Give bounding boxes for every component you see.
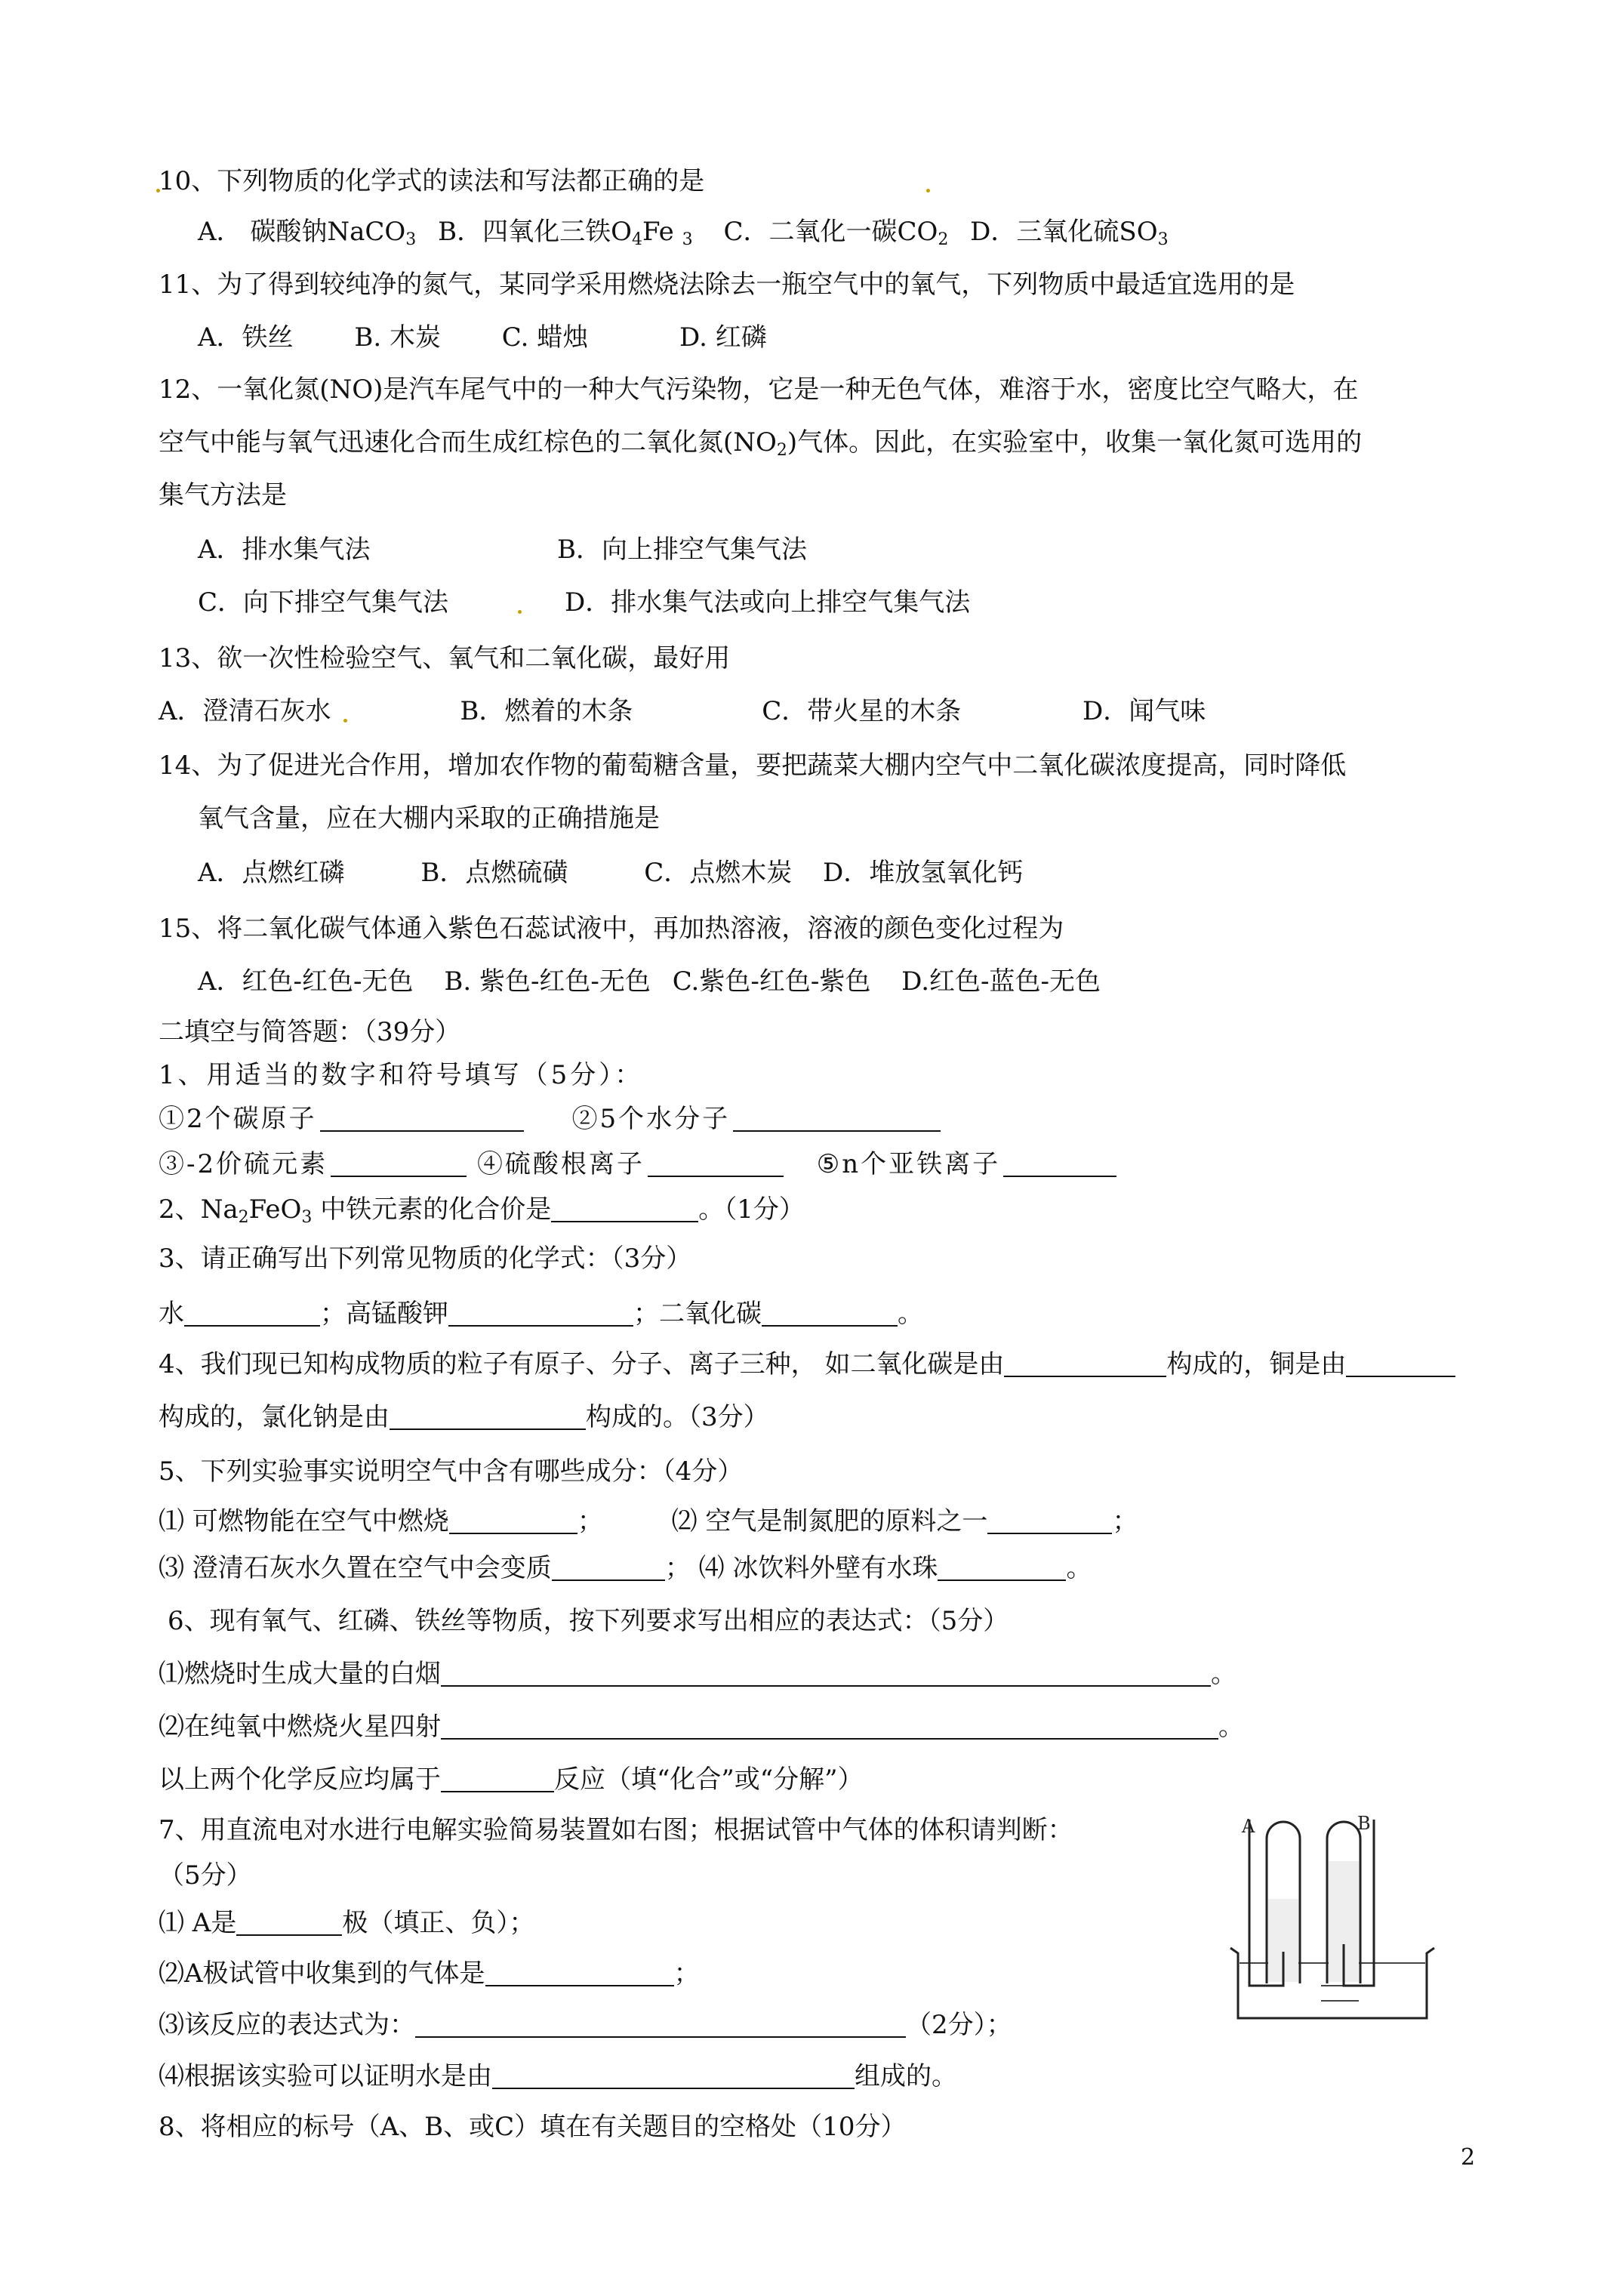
- q15-option-b: B. 紫色-红色-无色: [444, 966, 651, 997]
- blank-field[interactable]: [987, 1507, 1112, 1534]
- f1-row2: ③-2价硫元素 ④硫酸根离子 ⑤n个亚铁离子: [159, 1148, 1116, 1181]
- blank-field[interactable]: [441, 1712, 1218, 1740]
- f7-row4: ⑷根据该实验可以证明水是由 组成的。: [159, 2061, 957, 2091]
- page-number: 2: [1461, 2144, 1476, 2171]
- q12-line2: 空气中能与氧气迅速化合而生成红棕色的二氧化氮$(NO_2)$气体。因此，在实验室中，收集一氧化氮可选用的: [159, 427, 1363, 460]
- blank-field[interactable]: [449, 1507, 577, 1534]
- blank-field[interactable]: [552, 1554, 665, 1581]
- q11-options: [198, 321, 767, 354]
- q10-options: [198, 215, 1169, 248]
- f7-stem: 7、用直流电对水进行电解实验简易装置如右图；根据试管中气体的体积请判断：: [159, 1815, 1073, 1845]
- q13-option-b: B．燃着的木条: [460, 696, 633, 726]
- q14-option-b: B．点燃硫磺: [420, 858, 568, 888]
- q10-option-d: D．三氧化硫$SO_3$: [970, 217, 1169, 249]
- f6-row2: ⑵在纯氧中燃烧火星四射 。: [159, 1712, 1244, 1742]
- blank-field[interactable]: [1004, 1350, 1166, 1377]
- f2-line: 2、$Na_2FeO_3$ 中铁元素的化合价是 。（1分）: [159, 1194, 805, 1227]
- blank-field[interactable]: [184, 1299, 320, 1327]
- q15-stem: 15、将二氧化碳气体通入紫色石蕊试液中，再加热溶液，溶液的颜色变化过程为: [159, 914, 1064, 944]
- section-title: 二填空与简答题：（39分）: [159, 1017, 461, 1047]
- f7-score: （5分）: [159, 1860, 252, 1891]
- q10-option-a: A． 碳酸钠NaCO$_3$: [198, 217, 417, 249]
- blank-field[interactable]: [441, 1765, 554, 1792]
- blank-field[interactable]: [1003, 1150, 1116, 1177]
- f5-stem: 5、下列实验事实说明空气中含有哪些成分：（4分）: [159, 1456, 744, 1487]
- f7-row2: ⑵A极试管中收集到的气体是 ；: [159, 1959, 700, 1989]
- q15-option-a: A．红色-红色-无色: [198, 966, 414, 997]
- blank-field[interactable]: [762, 1299, 898, 1327]
- f5-row1: ⑴ 可燃物能在空气中燃烧 ； ⑵ 空气是制氮肥的原料之一 ；: [159, 1506, 1138, 1536]
- q15-option-d: D.红色-蓝色-无色: [901, 966, 1101, 997]
- f4-line1: 4、我们现已知构成物质的粒子有原子、分子、离子三种， 如二氧化碳是由 构成的，铜是由: [159, 1348, 1455, 1381]
- f6-row3: 以上两个化学反应均属于 反应（填“化合”或“分解”）: [159, 1764, 864, 1795]
- blank-field[interactable]: [485, 1959, 674, 1986]
- blank-field[interactable]: [390, 1403, 586, 1430]
- blank-field[interactable]: [733, 1105, 941, 1132]
- q14-option-c: C．点燃木炭: [644, 858, 793, 888]
- q12-option-a: A．排水集气法: [198, 535, 371, 565]
- q14-option-d: D．堆放氢氧化钙: [823, 858, 1024, 888]
- q12-line3: 集气方法是: [159, 480, 287, 510]
- q14-option-a: A．点燃红磷: [198, 858, 345, 888]
- q11-option-d: D. 红磷: [679, 322, 767, 353]
- f1-stem: 1、用适当的数字和符号填写（5分）：: [159, 1060, 644, 1090]
- q12-option-b: B．向上排空气集气法: [557, 535, 807, 565]
- tube-b-label: B: [1357, 1813, 1371, 1834]
- q13-option-d: D．闻气味: [1083, 696, 1206, 726]
- f1-row1: ①2个碳原子 ②5个水分子: [159, 1102, 941, 1136]
- blank-field[interactable]: [320, 1105, 524, 1132]
- q12-line1: 12、一氧化氮(NO)是汽车尾气中的一种大气污染物，它是一种无色气体，难溶于水，密度比空气略大，在: [159, 374, 1359, 405]
- f7-row1: ⑴ A是 极（填正、负）；: [159, 1908, 535, 1938]
- blank-field[interactable]: [492, 2062, 855, 2089]
- f3-stem: 3、请正确写出下列常见物质的化学式：（3分）: [159, 1244, 692, 1274]
- blank-field[interactable]: [448, 1299, 633, 1327]
- q11-option-c: C. 蜡烛: [501, 322, 589, 353]
- blank-field[interactable]: [648, 1150, 784, 1177]
- q15-option-c: C.紫色-红色-紫色: [672, 966, 871, 997]
- f5-row2: ⑶ 澄清石灰水久置在空气中会变质 ； ⑷ 冰饮料外壁有水珠 。: [159, 1553, 1092, 1583]
- q14-options: [198, 856, 1023, 889]
- blank-field[interactable]: [236, 1909, 342, 1936]
- blank-field[interactable]: [331, 1150, 467, 1177]
- q11-stem: 11、为了得到较纯净的氮气，某同学采用燃烧法除去一瓶空气中的氧气，下列物质中最适宜选用的是: [159, 270, 1295, 300]
- q13-option-c: C．带火星的木条: [762, 696, 962, 726]
- q11-option-a: A．铁丝: [198, 322, 294, 353]
- f6-stem: 6、现有氧气、红磷、铁丝等物质，按下列要求写出相应的表达式：（5分）: [168, 1606, 1009, 1636]
- f7-row3: ⑶该反应的表达式为： （2分）；: [159, 2010, 1012, 2040]
- speck-mark: [518, 610, 522, 614]
- blank-field[interactable]: [441, 1660, 1211, 1687]
- q13-option-a: A．澄清石灰水: [159, 696, 331, 726]
- q15-options: [198, 965, 1101, 998]
- q12-option-d: D．排水集气法或向上排空气集气法: [565, 587, 971, 618]
- speck-mark: [926, 189, 930, 193]
- blank-field[interactable]: [415, 2011, 906, 2038]
- q10-option-b: B．四氧化三铁$O_4Fe$ $_3$: [438, 217, 693, 249]
- electrolysis-apparatus-figure: [1208, 1808, 1449, 2027]
- q14-line1: 14、为了促进光合作用，增加农作物的葡萄糖含量，要把蔬菜大棚内空气中二氧化碳浓度提高，同时降低: [159, 750, 1347, 781]
- blank-field[interactable]: [551, 1195, 698, 1222]
- tube-a-label: A: [1242, 1816, 1255, 1837]
- f8-stem: 8、将相应的标号（A、B、或C）填在有关题目的空格处（10分）: [159, 2112, 907, 2142]
- f3-line: 水 ；高锰酸钾 ；二氧化碳 。: [159, 1299, 923, 1329]
- f4-line2: 构成的，氯化钠是由 构成的。（3分）: [159, 1402, 769, 1432]
- blank-field[interactable]: [1346, 1350, 1455, 1377]
- q14-line2: 氧气含量，应在大棚内采取的正确措施是: [198, 803, 660, 834]
- blank-field[interactable]: [938, 1554, 1066, 1581]
- q13-stem: 13、欲一次性检验空气、氧气和二氧化碳，最好用: [159, 643, 731, 673]
- q13-options: [159, 695, 1206, 728]
- q12-option-c: C．向下排空气集气法: [198, 587, 449, 618]
- q10-stem: 10、下列物质的化学式的读法和写法都正确的是: [159, 166, 705, 196]
- f6-row1: ⑴燃烧时生成大量的白烟 。: [159, 1659, 1236, 1689]
- q11-option-b: B. 木炭: [354, 322, 441, 353]
- q10-option-c: C．二氧化一碳$CO_2$: [723, 217, 949, 249]
